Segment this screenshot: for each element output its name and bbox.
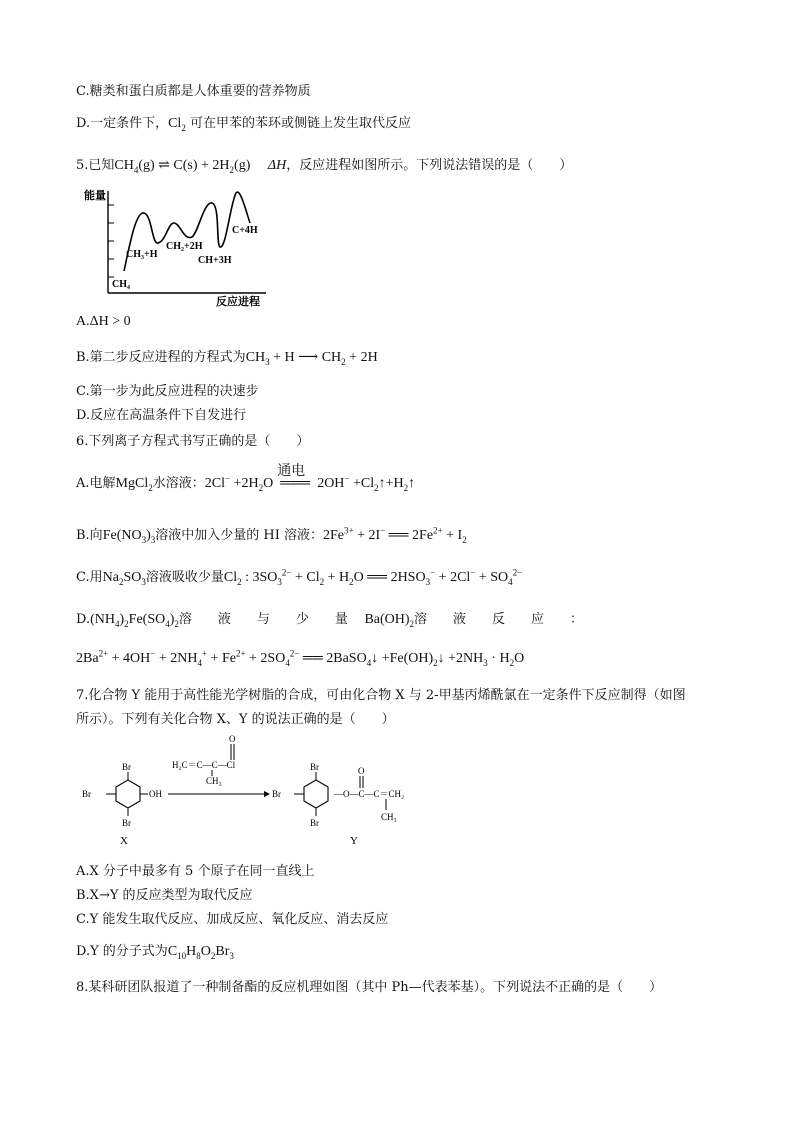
q6-option-c — [76, 566, 522, 587]
label-y: Y — [350, 835, 358, 847]
question-5 — [76, 154, 572, 175]
q6c-formula: $Na_2SO_3$ — [102, 570, 146, 587]
option-d-q4-text: D.一定条件下， — [76, 116, 169, 131]
q5-option-b-eq: $CH_3 + H$ ⟶ $CH_2 + 2H$ — [245, 350, 378, 367]
q5-option-c: C.第一步为此反应进程的决速步 — [76, 384, 259, 399]
q5-equation: $CH_4(g)$ ⇌ $C(s) + 2H_2(g)$ ΔH — [114, 158, 287, 175]
label-ch4: CH₄ — [112, 279, 130, 290]
cl2-formula: $Cl_2$ — [168, 116, 186, 133]
x-br-left: Br — [82, 789, 91, 799]
q6b-text2: 溶液中加入少量的 HI 溶液： — [155, 528, 323, 543]
q6d-formula2: $Ba(OH)_2$ — [364, 612, 415, 629]
ylabel: 能量 — [84, 190, 106, 202]
option-c-q4: C.糖类和蛋白质都是人体重要的营养物质 — [76, 84, 311, 99]
q6a-equation: $2Cl^- +2H_2O$ 通电 ═══ $2OH^- +Cl_2↑+H_2↑$ — [204, 464, 416, 493]
q7d-text: D.Y 的分子式为 — [76, 944, 168, 959]
y-ester: —O—C—C＝CH₂ — [334, 789, 405, 799]
q5-option-b-text: B.第二步反应进程的方程式为 — [76, 350, 246, 365]
question-7-line2: 所示）。下列有关化合物 X、Y 的说法正确的是（ ） — [76, 712, 395, 727]
label-ch2-2h: CH₂+2H — [166, 241, 203, 252]
q6-option-b — [76, 524, 467, 545]
q7-option-a: A.X 分子中最多有 5 个原子在同一直线上 — [76, 864, 315, 879]
y-ch3: CH₃ — [381, 812, 397, 822]
reagent-o: O — [229, 734, 236, 744]
energy-diagram — [80, 183, 270, 308]
q7-option-b: B.X→Y 的反应类型为取代反应 — [76, 888, 253, 903]
q5-option-a: A.ΔH > 0 — [76, 314, 131, 329]
question-7-line1: 7.化合物 Y 能用于高性能光学树脂的合成，可由化合物 X 与 2-甲基丙烯酰氯在一定条件下反应制得（如图 — [76, 688, 686, 703]
y-br-top: Br — [310, 762, 319, 772]
label-x: X — [120, 835, 128, 847]
option-d-q4-text2: 可在甲苯的苯环或侧链上发生取代反应 — [189, 116, 411, 131]
x-oh: OH — [149, 789, 162, 799]
q6-option-d-eq: $2Ba^{2+} + 4OH^- + 2NH_4^+ + Fe^{2+} + 2SO_4^{2-}$ ══ 2BaSO$_4$↓ $+Fe(OH)_2↓ +2NH_3 \cdot H_2O$ — [76, 648, 525, 668]
q7-option-c: C.Y 能发生取代反应、加成反应、氧化反应、消去反应 — [76, 912, 389, 927]
q6c-text: C.用 — [76, 570, 103, 585]
q5-option-b — [76, 346, 378, 367]
q6-option-a — [76, 464, 416, 493]
y-benzene-ring — [304, 780, 328, 808]
option-d-q4 — [76, 112, 411, 133]
label-ch-3h: CH+3H — [198, 255, 232, 266]
reaction-scheme — [76, 732, 436, 850]
q6d-text3: 溶 液 反 应 ： — [414, 612, 584, 627]
label-c-4h: C+4H — [232, 225, 258, 236]
q6b-equation: $2Fe^{3+} + 2I^-$ ══ $2Fe^{2+} + I_2$ — [323, 525, 467, 545]
reagent-ch3: CH₃ — [206, 776, 222, 786]
q6d-text: D. — [76, 612, 91, 627]
q6a-text: A.电解 — [76, 476, 116, 491]
q6c-text2: 溶液吸收少量 — [145, 570, 224, 585]
y-o: O — [358, 766, 365, 776]
q6a-formula: MgCl$_2$ — [115, 476, 153, 493]
q6b-text: B.向 — [76, 528, 103, 543]
xlabel: 反应进程 — [216, 296, 260, 308]
label-ch3h: CH₃+H — [126, 249, 158, 260]
q6c-equation: $Cl_2$ : $3SO_3^{2-} + Cl_2 + H_2O$ ══ $2HSO_3^- + 2Cl^- + SO_4^{2-}$ — [223, 567, 523, 587]
q6d-text2: 溶 液 与 少 量 — [178, 612, 348, 627]
x-br-top: Br — [122, 762, 131, 772]
q7-option-d — [76, 940, 234, 961]
q5-option-d: D.反应在高温条件下自发进行 — [76, 408, 247, 423]
reagent-h2c: H₂C＝C—C—Cl — [172, 760, 236, 770]
q6d-formula: $(NH_4)_2Fe(SO_4)_2$ — [90, 612, 179, 629]
q5-stem2: ，反应进程如图所示。下列说法错误的是（ ） — [286, 158, 573, 173]
q6a-text2: 水溶液： — [152, 476, 205, 491]
x-br-bottom: Br — [122, 818, 131, 828]
question-6: 6.下列离子方程式书写正确的是（ ） — [76, 434, 310, 449]
q5-stem: 5.已知 — [76, 158, 115, 173]
y-br-left: Br — [272, 789, 281, 799]
q6b-formula: $Fe(NO_3)_3$ — [102, 528, 156, 545]
x-benzene-ring — [116, 780, 140, 808]
question-8: 8.某科研团队报道了一种制备酯的反应机理如图（其中 Ph—代表苯基）。下列说法不正确的是（ ） — [76, 980, 663, 995]
q7d-formula: $C_{10}H_8O_2Br_3$ — [167, 944, 234, 961]
y-br-bottom: Br — [310, 818, 319, 828]
q6-option-d — [76, 608, 583, 629]
